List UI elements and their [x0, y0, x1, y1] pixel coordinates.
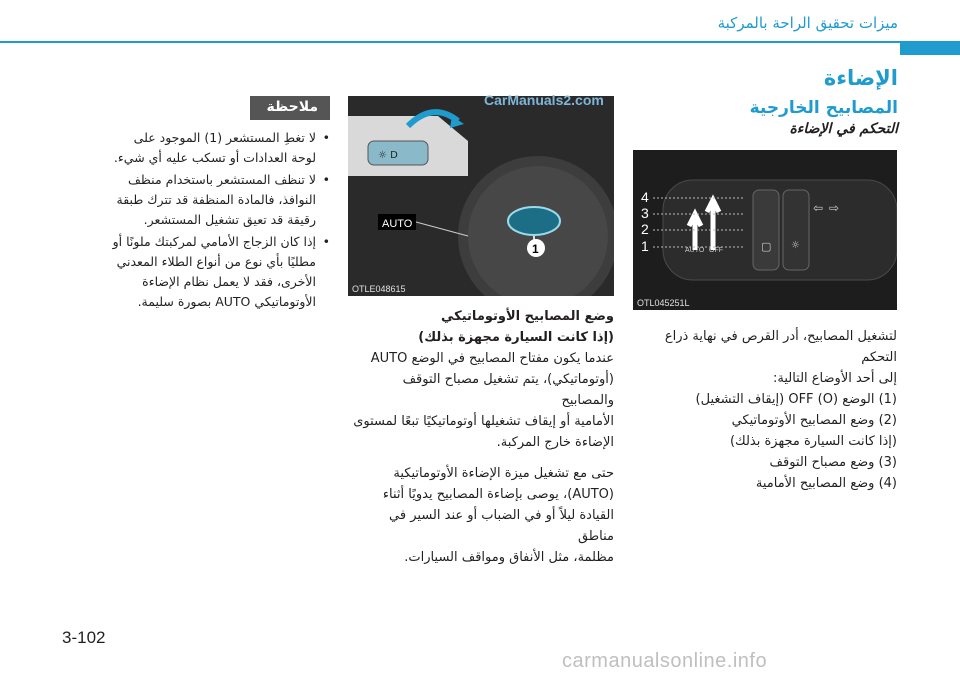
svg-text:AUTO: AUTO — [685, 247, 705, 254]
text-line: (2) وضع المصابيح الأوتوماتيكي — [731, 413, 897, 428]
text-line: مظلمة، مثل الأنفاق ومواقف السيارات. — [404, 550, 614, 565]
header-title: ميزات تحقيق الراحة بالمركبة — [717, 14, 898, 32]
auto-label: AUTO — [382, 218, 413, 230]
watermark: CarManuals2.com — [484, 92, 604, 108]
figure-code: OTL045251L — [637, 298, 690, 308]
section-subtitle: المصابيح الخارجية — [749, 98, 898, 118]
text-line: القيادة ليلاً أو في الضباب أو عند السير في مناطق — [389, 508, 614, 544]
footer-site: carmanualsonline.info — [562, 650, 768, 672]
text-line: (4) وضع المصابيح الأمامية — [755, 476, 897, 491]
header-rule — [0, 41, 900, 43]
text-line: (3) وضع مصباح التوقف — [769, 455, 897, 470]
section-subsubtitle: التحكم في الإضاءة — [789, 121, 898, 137]
note-bullet: • لا تغطِ المستشعر (1) الموجود على لوحة العدادات أو تسكب عليه أي شيء. — [108, 128, 330, 168]
auto-mode-heading: وضع المصابيح الأوتوماتيكي — [441, 309, 614, 324]
dial-label-2: 2 — [641, 221, 649, 237]
header-tab — [900, 41, 960, 55]
svg-text:☼ D: ☼ D — [378, 150, 398, 161]
page-number: 3-102 — [62, 628, 106, 647]
text-line: حتى مع تشغيل ميزة الإضاءة الأوتوماتيكية — [393, 466, 614, 481]
note-label: ملاحظة — [266, 99, 318, 115]
light-modes-text — [635, 326, 897, 494]
light-switch-illustration — [633, 150, 897, 310]
text-line: الأمامية أو إيقاف تشغيلها أوتوماتيكيًا تبعًا لمستوى — [353, 414, 614, 429]
figure-code: OTLE048615 — [352, 284, 406, 294]
dial-label-3: 3 — [641, 205, 649, 221]
svg-text:⇦: ⇦ — [813, 201, 824, 215]
text-line: عندما يكون مفتاح المصابيح في الوضع AUTO — [370, 351, 614, 366]
text-line: إلى أحد الأوضاع التالية: — [772, 371, 897, 386]
text-line: (إذا كانت السيارة مجهزة بذلك) — [729, 434, 897, 449]
text-line: (1) الوضع (O) OFF (إيقاف التشغيل) — [695, 392, 897, 407]
text-line: لتشغيل المصابيح، أدر القرص في نهاية ذراع التحكم — [664, 329, 897, 365]
dial-label-4: 4 — [641, 189, 649, 205]
auto-light-figure — [348, 96, 614, 296]
svg-text:OFF: OFF — [709, 247, 723, 254]
svg-text:☼: ☼ — [791, 240, 800, 251]
auto-mode-heading-note: (إذا كانت السيارة مجهزة بذلك) — [418, 330, 614, 345]
note-bullet: • لا تنظف المستشعر باستخدام منظف النوافذ، فالمادة المنظفة قد تترك طبقة رقيقة قد تعيق تشغيل المستشعر. — [108, 170, 330, 230]
svg-text:⇨: ⇨ — [829, 201, 840, 215]
note-badge — [250, 96, 330, 120]
note-bullets — [108, 128, 330, 314]
text-line: (أوتوماتيكي)، يتم تشغيل مصباح التوقف والمصابيح — [402, 372, 614, 408]
sensor-callout: 1 — [532, 242, 539, 256]
note-bullet: • إذا كان الزجاج الأمامي لمركبتك ملونًا أو مطليًا بأي نوع من أنواع الطلاء المعدني الأخرى، فقد لا يعمل نظام الإضاءة الأوتوماتيكي AUTO بصورة سليمة. — [108, 232, 330, 312]
dial-label-1: 1 — [641, 238, 649, 254]
text-line: الإضاءة خارج المركبة. — [496, 435, 614, 450]
text-line: (AUTO)، يوصى بإضاءة المصابيح يدويًا أثناء — [382, 487, 614, 502]
auto-mode-text — [350, 306, 614, 568]
section-title: الإضاءة — [823, 66, 898, 90]
svg-text:▢: ▢ — [761, 240, 772, 253]
light-switch-figure — [633, 150, 897, 310]
auto-light-illustration — [348, 96, 614, 296]
